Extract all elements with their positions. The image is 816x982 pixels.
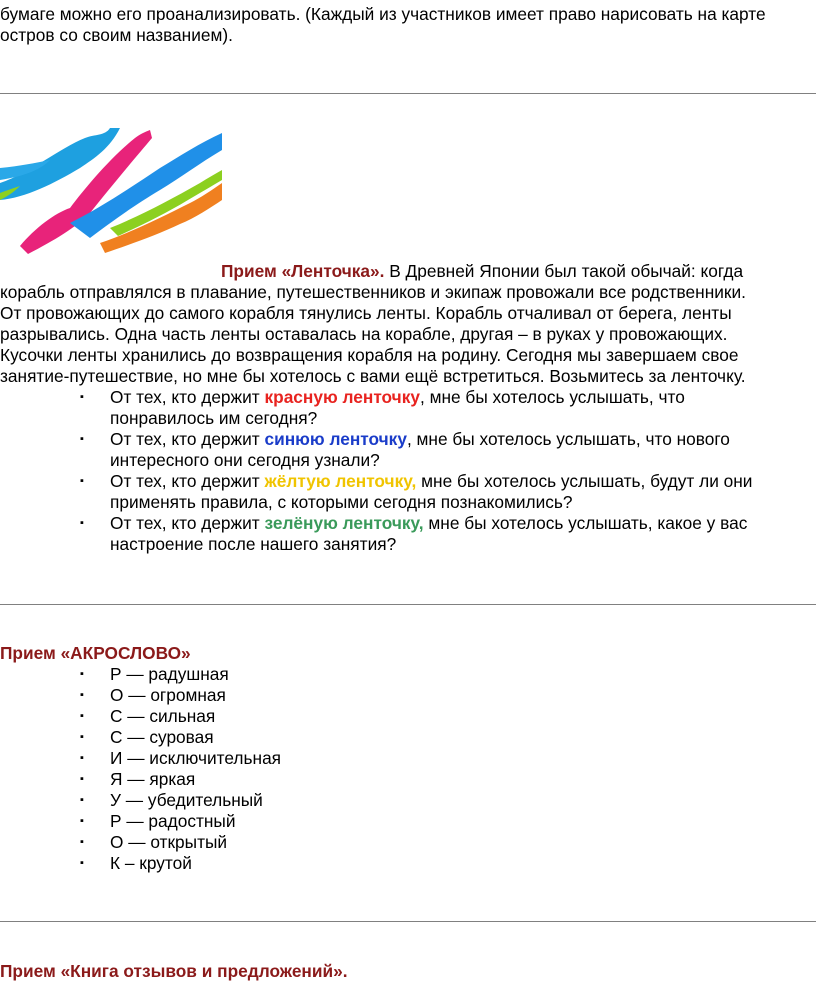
ribbon-item-green-line-2: настроение после нашего занятия? [110, 534, 397, 554]
divider-2 [0, 604, 816, 605]
ribbon-item-red-line-2: понравилось им сегодня? [110, 408, 318, 428]
item-prefix: От тех, кто держит [110, 387, 265, 407]
bullet-icon: ▪ [80, 517, 84, 529]
ribbon-text-line-2: корабль отправлялся в плавание, путешественников и экипаж провожали все родственники. [0, 282, 746, 302]
bullet-icon: ▪ [80, 836, 84, 848]
item-suffix: мне бы хотелось услышать, какое у вас [423, 513, 748, 533]
bullet-icon: ▪ [80, 773, 84, 785]
divider-1 [0, 93, 816, 94]
intro-line-1: бумаге можно его проанализировать. (Каждый из участников имеет право нарисовать на карте [0, 4, 766, 24]
ribbon-text-line-6: занятие-путешествие, но мне бы хотелось с вами ещё встретиться. Возьмитесь за ленточку. [0, 366, 746, 386]
ribbon-item-green [110, 513, 747, 534]
acro-list-item: Р — радостный [110, 811, 236, 831]
acro-list-item: У — убедительный [110, 790, 263, 810]
bullet-icon: ▪ [80, 391, 84, 403]
acro-section-title: Прием «АКРОСЛОВО» [0, 643, 191, 663]
ribbons-image [0, 128, 222, 258]
ribbon-text-line-5: Кусочки ленты хранились до возвращения корабля на родину. Сегодня мы завершаем свое [0, 345, 739, 365]
bullet-icon: ▪ [80, 731, 84, 743]
ribbon-item-yellow [110, 471, 752, 492]
item-suffix: , мне бы хотелось услышать, что [419, 387, 685, 407]
item-suffix: , мне бы хотелось услышать, что нового [406, 429, 730, 449]
bullet-icon: ▪ [80, 689, 84, 701]
acro-list-item: Р — радушная [110, 664, 229, 684]
ribbon-text-line-1: В Древней Японии был такой обычай: когда [384, 261, 744, 281]
acro-list-item: С — сильная [110, 706, 216, 726]
ribbon-item-blue-line-2: интересного они сегодня узнали? [110, 450, 380, 470]
item-prefix: От тех, кто держит [110, 513, 265, 533]
bullet-icon: ▪ [80, 710, 84, 722]
item-prefix: От тех, кто держит [110, 429, 265, 449]
item-prefix: От тех, кто держит [110, 471, 265, 491]
intro-line-2: остров со своим названием). [0, 25, 233, 45]
ribbon-text-line-4: разрывались. Одна часть ленты оставалась на корабле, другая – в руках у провожающих. [0, 324, 728, 344]
blue-ribbon-label: синюю ленточку [264, 429, 407, 449]
yellow-ribbon-label: жёлтую ленточку, [264, 471, 417, 491]
ribbon-text-line-3: От провожающих до самого корабля тянулись ленты. Корабль отчаливал от берега, ленты [0, 303, 732, 323]
ribbon-item-red [110, 387, 685, 408]
bullet-icon: ▪ [80, 857, 84, 869]
ribbon-section-title: Прием «Ленточка». [221, 261, 385, 281]
bullet-icon: ▪ [80, 794, 84, 806]
bullet-icon: ▪ [80, 752, 84, 764]
acro-list-item: О — огромная [110, 685, 226, 705]
bullet-icon: ▪ [80, 475, 84, 487]
bullet-icon: ▪ [80, 668, 84, 680]
bullet-icon: ▪ [80, 815, 84, 827]
red-ribbon-label: красную ленточку [264, 387, 420, 407]
acro-list-item: И — исключительная [110, 748, 282, 768]
acro-list-item: К – крутой [110, 853, 192, 873]
item-suffix: мне бы хотелось услышать, будут ли они [416, 471, 753, 491]
acro-list-item: С — суровая [110, 727, 214, 747]
divider-3 [0, 921, 816, 922]
ribbon-item-blue [110, 429, 730, 450]
ribbon-item-yellow-line-2: применять правила, с которыми сегодня познакомились? [110, 492, 573, 512]
green-ribbon-label: зелёную ленточку, [264, 513, 424, 533]
bullet-icon: ▪ [80, 433, 84, 445]
acro-list-item: О — открытый [110, 832, 228, 852]
acro-list-item: Я — яркая [110, 769, 196, 789]
book-section-title: Прием «Книга отзывов и предложений». [0, 961, 348, 981]
ribbon-section-first-line [221, 261, 743, 282]
